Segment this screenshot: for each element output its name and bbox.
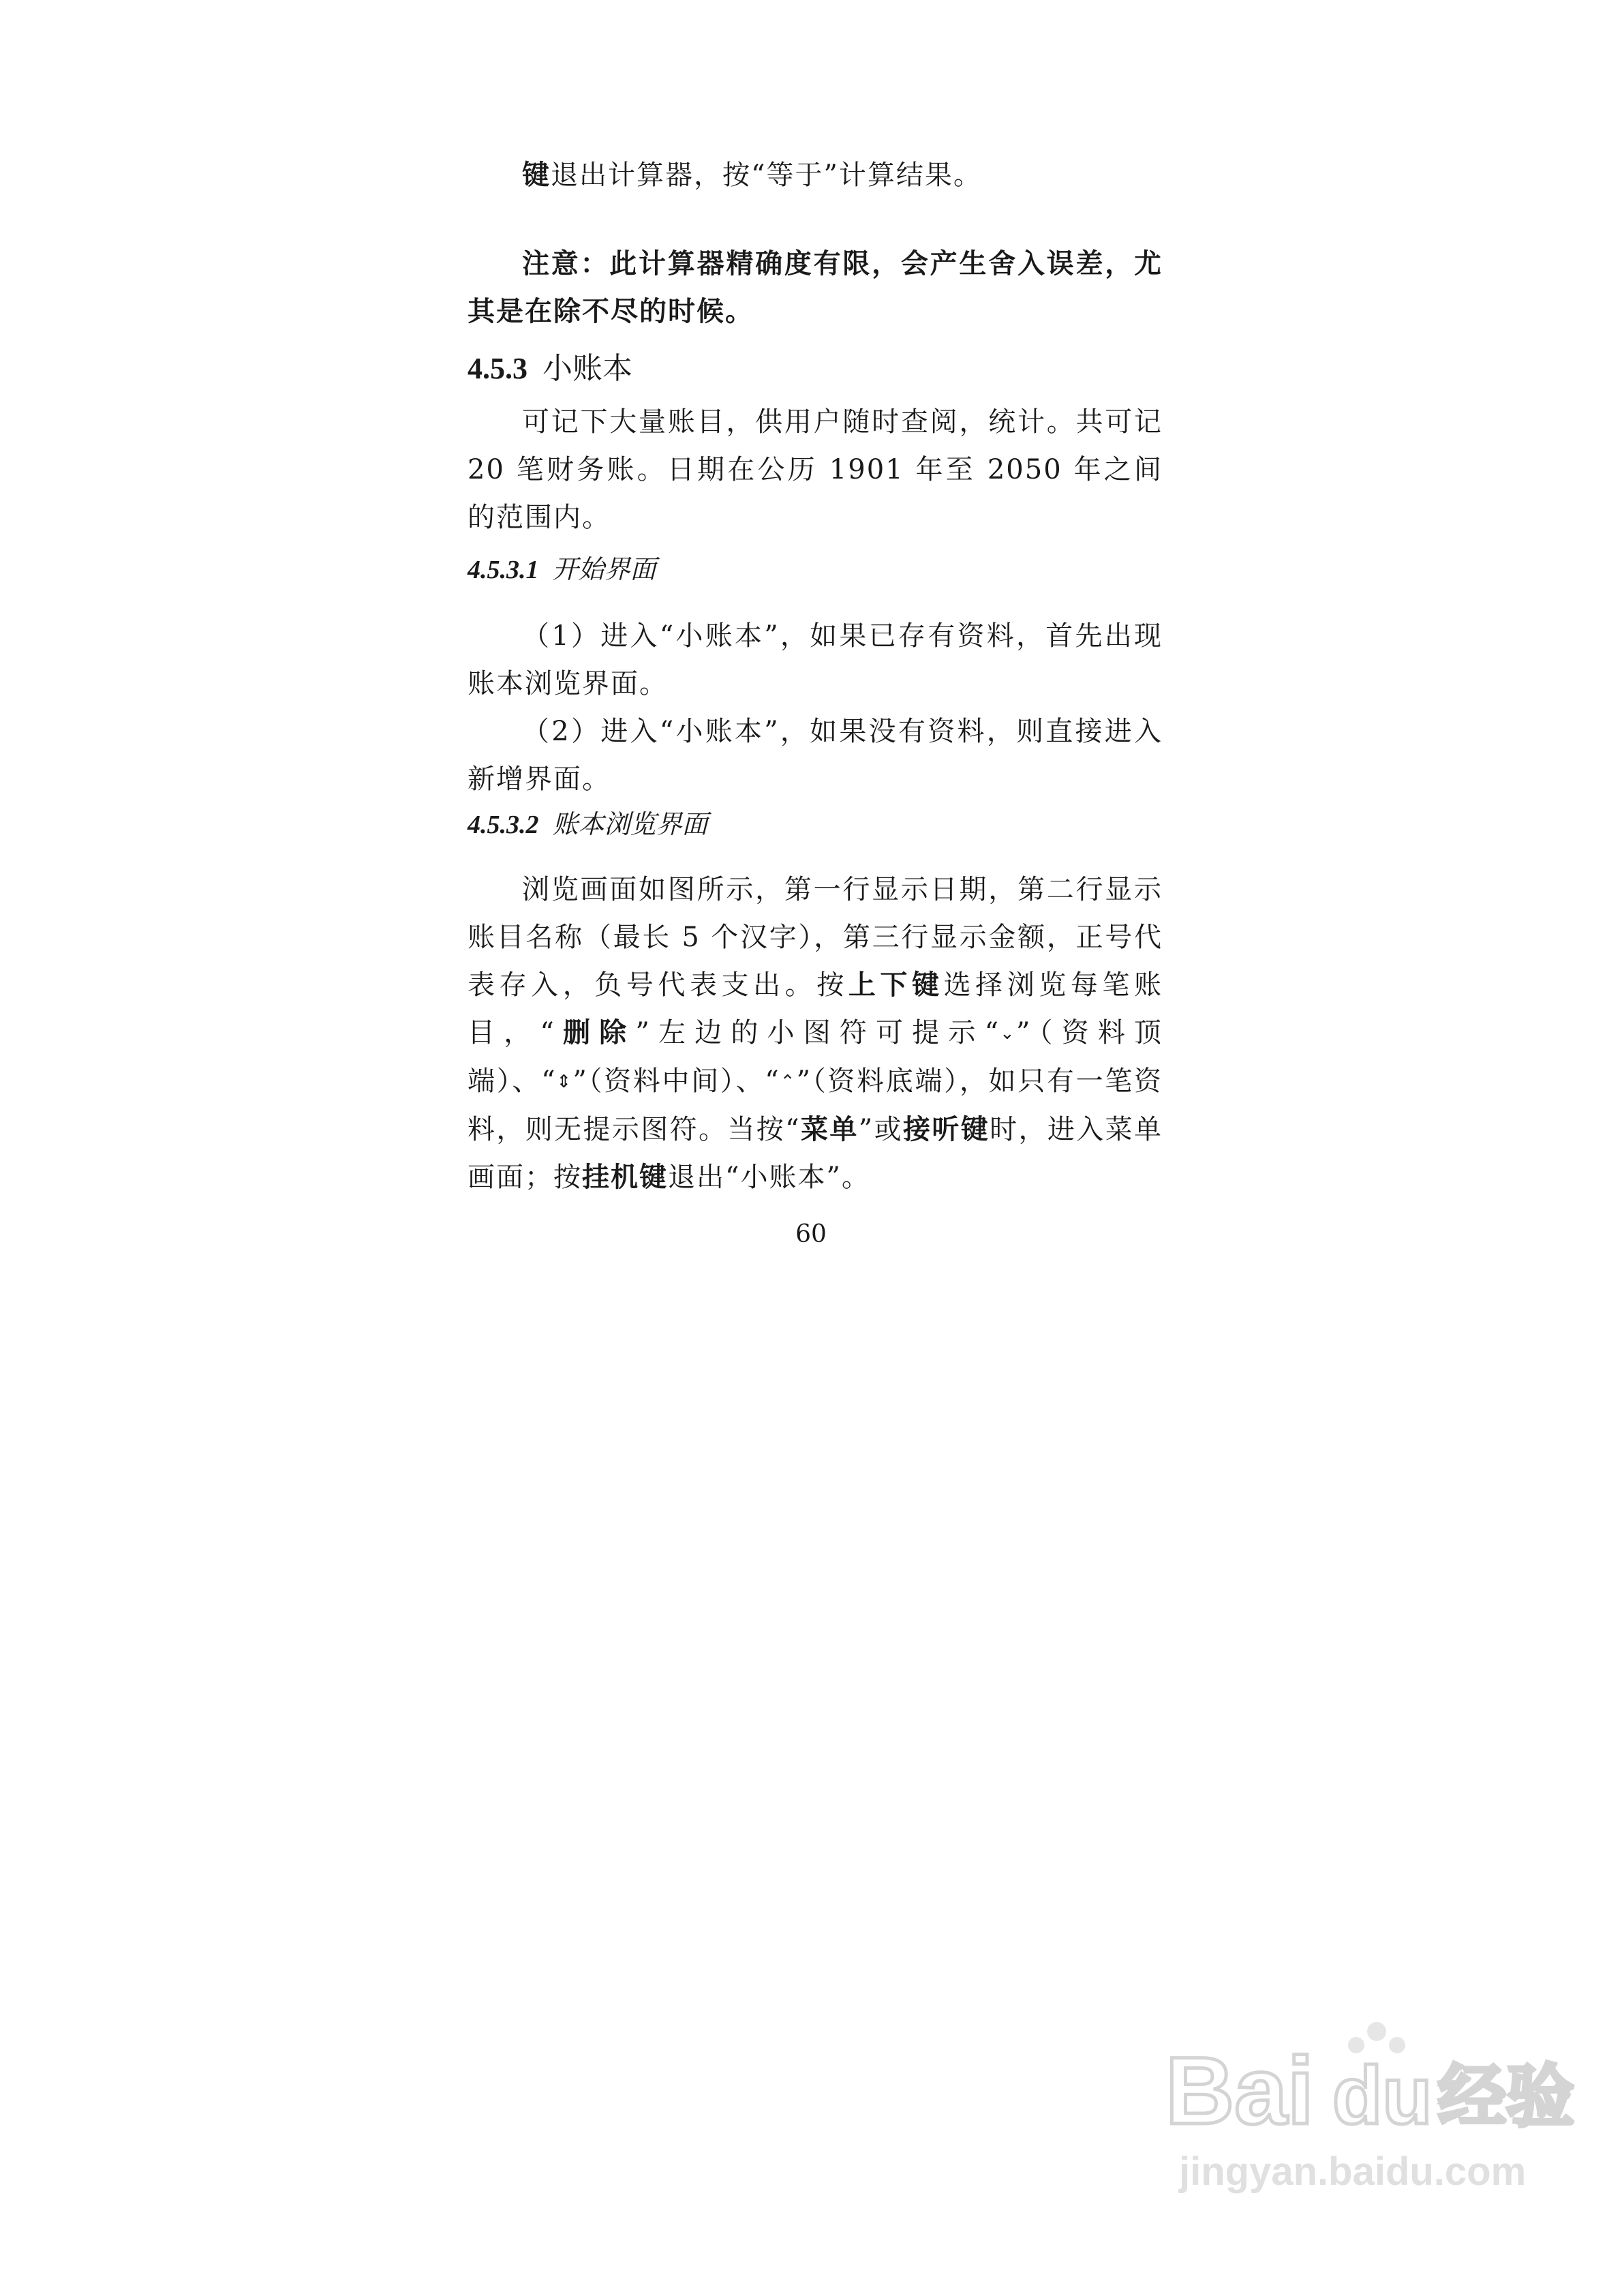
paragraph-note: 注意：此计算器精确度有限，会产生舍入误差，尤其是在除不尽的时候。	[468, 247, 1163, 327]
paragraph-calculator-exit	[468, 151, 1163, 199]
paragraph-text: 退出计算器，按“等于”计算结果。	[551, 160, 982, 191]
subsection-number: 4.5.3.1	[468, 556, 539, 584]
text-run: 时，进入菜单画面；按	[468, 1114, 1163, 1193]
paragraph-start-1: （1）进入“小账本”，如果已存有资料，首先出现账本浏览界面。	[468, 620, 1163, 699]
paragraph-intro: 可记下大量账目，供用户随时查阅，统计。共可记 20 笔财务账。日期在公历 1901 年至 2050 年之间的范围内。	[468, 406, 1163, 533]
section-title: 小账本	[542, 351, 632, 386]
section-4-5-3	[468, 345, 1163, 393]
text-run: 选择浏览每笔账目，“	[468, 969, 1163, 1048]
arrow-up-icon: ⌃	[780, 1072, 797, 1092]
baidu-jingyan-watermark	[1152, 2004, 1588, 2209]
key-label-updown: 上下键	[848, 969, 944, 1001]
arrow-down-icon: ⌄	[1000, 1023, 1016, 1044]
watermark-logo-bai: Bai	[1165, 2037, 1314, 2144]
paragraph-browse	[468, 866, 1163, 1201]
paw-toe-icon	[1367, 2022, 1386, 2041]
subsection-title: 开始界面	[552, 556, 656, 584]
text-run: ”左边的小图符可提示“	[635, 1017, 1000, 1048]
arrow-updown-icon: ⇕	[556, 1072, 573, 1092]
key-label-answer: 接听键	[902, 1113, 990, 1145]
key-label-menu: 菜单	[800, 1113, 859, 1145]
intro-block	[468, 398, 1163, 541]
watermark-logo-jingyan: 经验	[1438, 2057, 1574, 2136]
text-block-top	[468, 151, 1163, 199]
browse-screen-block	[468, 866, 1163, 1201]
page-number: 60	[795, 1220, 827, 1248]
section-number: 4.5.3	[468, 352, 527, 385]
subsection-4-5-3-1	[468, 549, 1163, 590]
section-heading	[468, 345, 1163, 393]
key-label-delete: 删除	[555, 1016, 636, 1048]
watermark-url: jingyan.baidu.com	[1179, 2149, 1527, 2194]
key-label: 键	[522, 159, 551, 191]
subsection-heading	[468, 804, 1163, 845]
text-run: ”（资料底端），如只有一笔资料，则无提示图符。当按“	[468, 1066, 1163, 1145]
watermark-logo-du: du	[1332, 2050, 1433, 2141]
paragraph-start-2: （2）进入“小账本”，如果没有资料，则直接进入新增界面。	[468, 716, 1163, 795]
subsection-title: 账本浏览界面	[552, 811, 708, 839]
subsection-number: 4.5.3.2	[468, 811, 539, 839]
subsection-heading	[468, 549, 1163, 590]
start-screen-block	[468, 612, 1163, 803]
subsection-4-5-3-2	[468, 804, 1163, 845]
text-run: ”（资料中间）、“	[572, 1066, 780, 1097]
text-run: 浏览画面如图所示，第一行显示日期，第二行显示账目名称（最长 5 个汉字），第三行显示金额，正号代表存入，负号代表支出。按	[468, 874, 1163, 1001]
text-run: 退出“小账本”。	[668, 1162, 870, 1193]
text-run: ”（资料顶端）、“	[468, 1017, 1163, 1097]
key-label-hangup: 挂机键	[582, 1161, 668, 1193]
text-run: ”或	[858, 1114, 903, 1145]
note-block	[468, 240, 1163, 335]
